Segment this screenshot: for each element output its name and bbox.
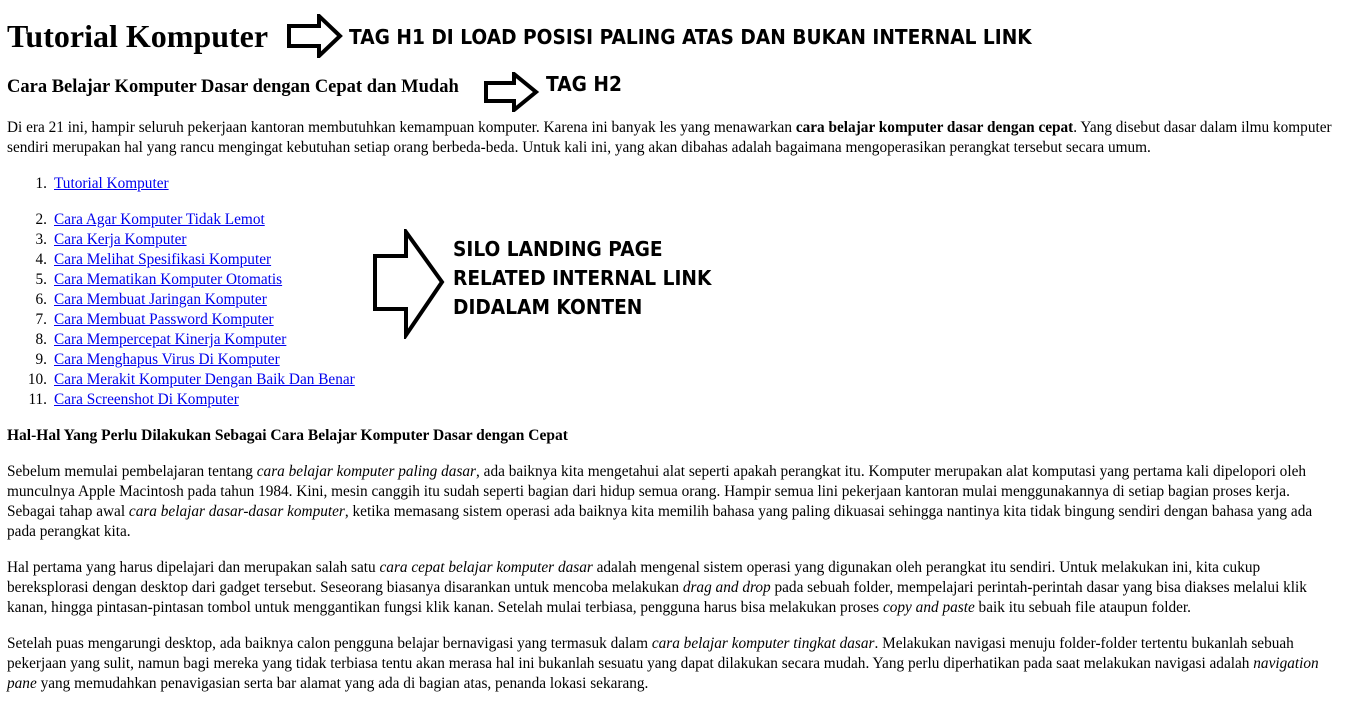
link-cara-merakit-komputer[interactable]: Cara Merakit Komputer Dengan Baik Dan Benar xyxy=(54,371,355,388)
link-cara-menghapus-virus-di-komputer[interactable]: Cara Menghapus Virus Di Komputer xyxy=(54,351,280,368)
annotation-silo-line: SILO LANDING PAGE xyxy=(453,237,663,261)
link-cara-kerja-komputer[interactable]: Cara Kerja Komputer xyxy=(54,231,187,248)
list-item xyxy=(7,230,355,250)
link-cara-mematikan-komputer-otomatis[interactable]: Cara Mematikan Komputer Otomatis xyxy=(54,271,283,288)
page-title-h1: Tutorial Komputer xyxy=(7,18,269,54)
list-number: 11. xyxy=(28,391,47,408)
arrow-right-icon xyxy=(287,14,343,58)
list-number: 10. xyxy=(27,371,47,388)
italic-keyword: cara belajar komputer paling dasar xyxy=(256,463,477,480)
list-first xyxy=(7,174,169,194)
italic-keyword: navigation pane xyxy=(7,655,1319,692)
list-number: 7. xyxy=(35,311,47,328)
intro-bold-keyword: cara belajar komputer dasar dengan cepat xyxy=(795,119,1074,136)
list-number: 3. xyxy=(35,231,47,248)
annotation-silo-note xyxy=(453,235,711,322)
list-number: 8. xyxy=(35,331,47,348)
list-item xyxy=(7,390,355,410)
italic-keyword: cara cepat belajar komputer dasar xyxy=(379,559,593,576)
italic-keyword: cara belajar komputer tingkat dasar xyxy=(651,635,875,652)
paragraph-2: Hal pertama yang harus dipelajari dan merupakan salah satu cara cepat belajar komputer dasar adalah mengenal sistem operasi yang digunakan oleh perangkat itu sendiri. Untuk melakukan ini, kita cukup bereksplorasi dengan desktop dari gadget tersebut. Seseorang biasanya disarankan untuk mencoba melakukan drag and drop pada sebuah folder, mempelajari perintah-perintah dasar yang bisa diakses melalui klik kanan, hingga pintasan-pintasan tombol untuk menggantikan fungsi klik kanan. Setelah mulai terbiasa, pengguna harus bisa melakukan proses copy and paste baik itu sebuah file ataupun folder. xyxy=(7,559,1307,616)
italic-keyword: copy and paste xyxy=(882,599,975,616)
list-item xyxy=(7,250,355,270)
paragraph-3: Setelah puas mengarungi desktop, ada baiknya calon pengguna belajar bernavigasi yang termasuk dalam cara belajar komputer tingkat dasar. Melakukan navigasi menuju folder-folder tertentu bukanlah sebuah pekerjaan yang sulit, namun bagi mereka yang tidak terbiasa tentu akan merasa hal ini bukanlah sesuatu yang dapat dilakukan secara mudah. Yang perlu diperhatikan pada saat melakukan navigasi adalah navigation pane yang memudahkan penavigasian serta bar alamat yang ada di bagian atas, penanda lokasi sekarang. xyxy=(7,635,1319,692)
list-number: 1. xyxy=(35,175,47,192)
italic-keyword: drag and drop xyxy=(682,579,771,596)
list-number: 9. xyxy=(35,351,47,368)
list-item xyxy=(7,350,355,370)
list-number: 4. xyxy=(35,251,47,268)
list-item xyxy=(7,174,169,194)
link-cara-membuat-jaringan-komputer[interactable]: Cara Membuat Jaringan Komputer xyxy=(54,291,267,308)
list-number: 5. xyxy=(35,271,47,288)
paragraph-1: Sebelum memulai pembelajaran tentang cara belajar komputer paling dasar, ada baiknya kita mengetahui alat seperti apakah perangkat itu. Komputer merupakan alat komputasi yang pertama kali dipelopori oleh munculnya Apple Macintosh pada tahun 1984. Kini, mesin canggih itu sudah seperti bagian dari hidup semua orang. Hampir semua lini pekerjaan kantoran mulai menggunakannya di setiap bagian proses kerja. Sebagai tahap awal cara belajar dasar-dasar komputer, ketika memasang sistem operasi ada baiknya kita memilih bahasa yang paling dikuasai sehingga nantinya kita tidak bingung sendiri dengan bahasa yang ada pada perangkat kita. xyxy=(7,463,1313,540)
list-item xyxy=(7,210,355,230)
list-item xyxy=(7,270,355,290)
list-item xyxy=(7,290,355,310)
list-item xyxy=(7,370,355,390)
link-cara-membuat-password-komputer[interactable]: Cara Membuat Password Komputer xyxy=(54,311,274,328)
link-cara-mempercepat-kinerja-komputer[interactable]: Cara Mempercepat Kinerja Komputer xyxy=(54,331,287,348)
section-heading-h3: Hal-Hal Yang Perlu Dilakukan Sebagai Cara Belajar Komputer Dasar dengan Cepat xyxy=(7,427,568,444)
link-cara-screenshot-di-komputer[interactable]: Cara Screenshot Di Komputer xyxy=(54,391,239,408)
link-cara-agar-komputer-tidak-lemot[interactable]: Cara Agar Komputer Tidak Lemot xyxy=(54,211,265,228)
list-number: 2. xyxy=(35,211,47,228)
list-number: 6. xyxy=(35,291,47,308)
subtitle-h2: Cara Belajar Komputer Dasar dengan Cepat dan Mudah xyxy=(7,77,459,97)
annotation-silo-line: RELATED INTERNAL LINK xyxy=(453,266,712,290)
annotation-silo-line: DIDALAM KONTEN xyxy=(453,295,643,319)
italic-keyword: cara belajar dasar-dasar komputer xyxy=(128,503,345,520)
annotation-h2-note: TAG H2 xyxy=(546,72,622,96)
link-cara-melihat-spesifikasi-komputer[interactable]: Cara Melihat Spesifikasi Komputer xyxy=(54,251,272,268)
arrow-right-icon xyxy=(372,229,446,339)
annotation-h1-note: TAG H1 DI LOAD POSISI PALING ATAS DAN BUKAN INTERNAL LINK xyxy=(349,25,1032,49)
arrow-right-icon xyxy=(484,72,540,112)
intro-paragraph: Di era 21 ini, hampir seluruh pekerjaan kantoran membutuhkan kemampuan komputer. Karena ini banyak les yang menawarkan cara belajar komputer dasar dengan cepat. Yang disebut dasar dalam ilmu komputer sendiri merupakan hal yang rancu mengingat kebutuhan setiap orang berbeda-beda. Untuk kali ini, yang akan dibahas adalah bagaimana mengoperasikan perangkat tersebut secara umum. xyxy=(7,119,1332,156)
related-links-list xyxy=(7,210,355,410)
list-item xyxy=(7,310,355,330)
list-item xyxy=(7,330,355,350)
link-tutorial-komputer[interactable]: Tutorial Komputer xyxy=(54,175,169,192)
